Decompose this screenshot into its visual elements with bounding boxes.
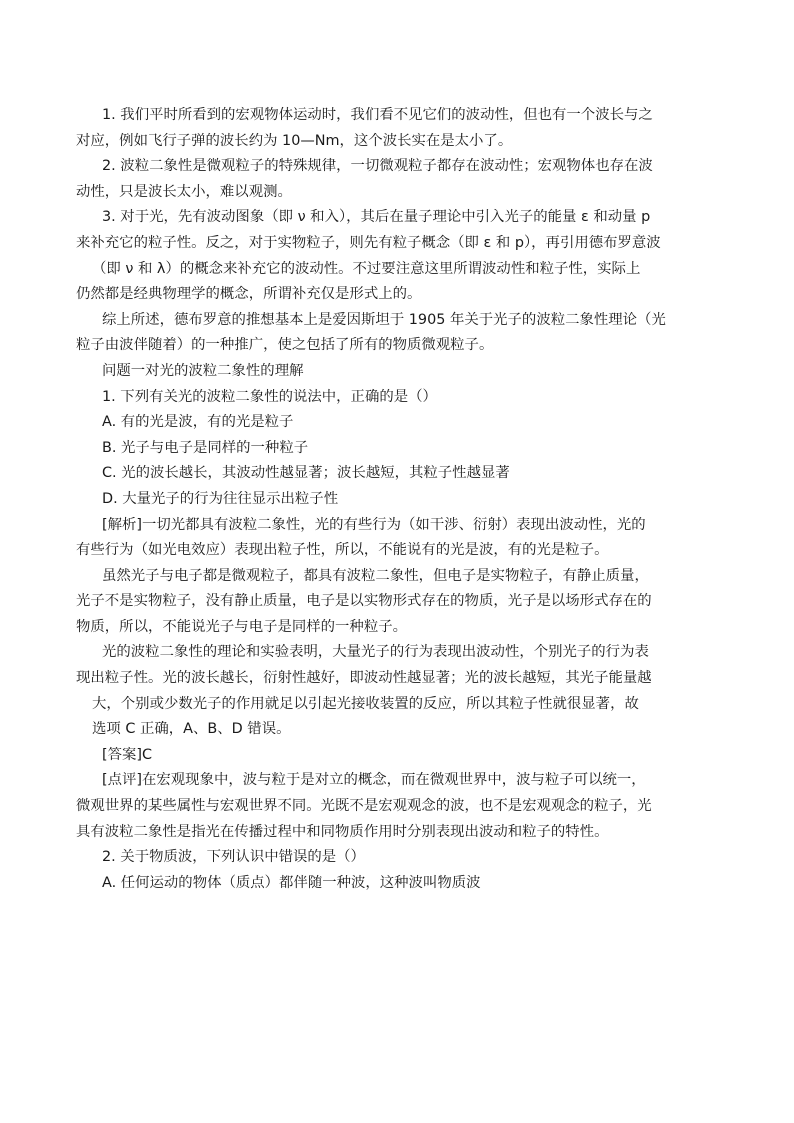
option-c [102,461,714,487]
text-line: 粒子由波伴随着）的一种推广，使之包括了所有的物质微观粒子。 [76,337,494,354]
text-line: 来补充它的粒子性。反之，对于实物粒子，则先有粒子概念（即 ε 和 p），再引用德布罗意波 [76,234,661,251]
analysis-paragraph-1 [76,513,714,564]
text-line: 物质，所以，不能说光子与电子是同样的一种粒子。 [76,618,407,635]
text-line: A. 有的光是波，有的光是粒子 [102,414,294,431]
paragraph-summary [76,308,714,359]
question-1 [102,385,714,411]
question-2 [102,845,714,871]
text-line: 1. 我们平时所看到的宏观物体运动时，我们看不见它们的波动性，但也有一个波长与之 [102,107,653,123]
text-line: 2. 波粒二象性是微观粒子的特殊规律，一切微观粒子都存在波动性；宏观物体也存在波 [102,158,653,175]
text-line: [答案]C [102,746,153,763]
option-a [102,410,714,436]
text-line: D. 大量光子的行为往往显示出粒子性 [102,490,339,507]
text-line: 微观世界的某些属性与宏观世界不同。光既不是宏观观念的波，也不是宏观观念的粒子，光 [76,798,652,815]
text-line: 2. 关于物质波，下列认识中错误的是（） [102,849,365,866]
text-line: 具有波粒二象性是指光在传播过程中和同物质作用时分别表现出波动和粒子的特性。 [76,823,609,840]
text-line: 大，个别或少数光子的作用就足以引起光接收装置的反应，所以其粒子性就很显著，故 [92,695,639,712]
text-line: 对应，例如飞行子弹的波长约为 10—Nm，这个波长实在是太小了。 [76,132,513,149]
paragraph-1 [76,103,714,154]
option-b [102,436,714,462]
text-line: B. 光子与电子是同样的一种粒子 [102,439,309,456]
text-line: [点评]在宏观现象中，波与粒于是对立的概念，而在微观世界中，波与粒子可以统一， [102,772,646,789]
text-line: 仍然都是经典物理学的概念，所谓补充仅是形式上的。 [76,286,422,303]
paragraph-2 [76,154,714,205]
comment-paragraph [76,768,714,845]
text-line: 虽然光子与电子都是微观粒子，都具有波粒二象性，但电子是实物粒子，有静止质量， [102,567,649,584]
question-2-option-a [102,871,714,897]
text-line: C. 光的波长越长，其波动性越显著；波长越短，其粒子性越显著 [102,465,510,482]
text-line: 光子不是实物粒子，没有静止质量，电子是以实物形式存在的物质，光子是以场形式存在的 [76,593,652,610]
text-line: 综上所述，德布罗意的推想基本上是爱因斯坦于 1905 年关于光子的波粒二象性理论（光 [102,311,666,328]
text-line: 有些行为（如光电效应）表现出粒子性，所以，不能说有的光是波，有的光是粒子。 [76,542,609,559]
text-line: 问题一对光的波粒二象性的理解 [102,362,304,379]
text-line: 3. 对于光，先有波动图象（即 ν 和入），其后在量子理论中引入光子的能量 ε 和动量 p [102,209,651,226]
analysis-paragraph-2 [76,564,714,641]
text-line: （即 ν 和 λ）的概念来补充它的波动性。不过要注意这里所谓波动性和粒子性，实际上 [92,260,641,277]
text-line: 光的波粒二象性的理论和实验表明，大量光子的行为表现出波动性，个别光子的行为表 [102,644,649,661]
text-line: 选项 C 正确，A、B、D 错误。 [92,721,291,738]
text-line: 现出粒子性。光的波长越长，衍射性越好，即波动性越显著；光的波长越短，其光子能量越 [76,670,652,687]
text-line: 1. 下列有关光的波粒二象性的说法中，正确的是（） [102,388,437,405]
answer-line [102,743,714,769]
analysis-paragraph-3 [76,640,714,742]
text-line: 动性，只是波长太小，难以观测。 [76,183,292,200]
text-line: A. 任何运动的物体（质点）都伴随一种波，这种波叫物质波 [102,874,481,891]
document-body [76,103,714,896]
section-heading [102,359,714,385]
option-d [102,487,714,513]
text-line: [解析]一切光都具有波粒二象性，光的有些行为（如干涉、衍射）表现出波动性，光的 [102,516,646,533]
paragraph-3 [76,205,714,307]
